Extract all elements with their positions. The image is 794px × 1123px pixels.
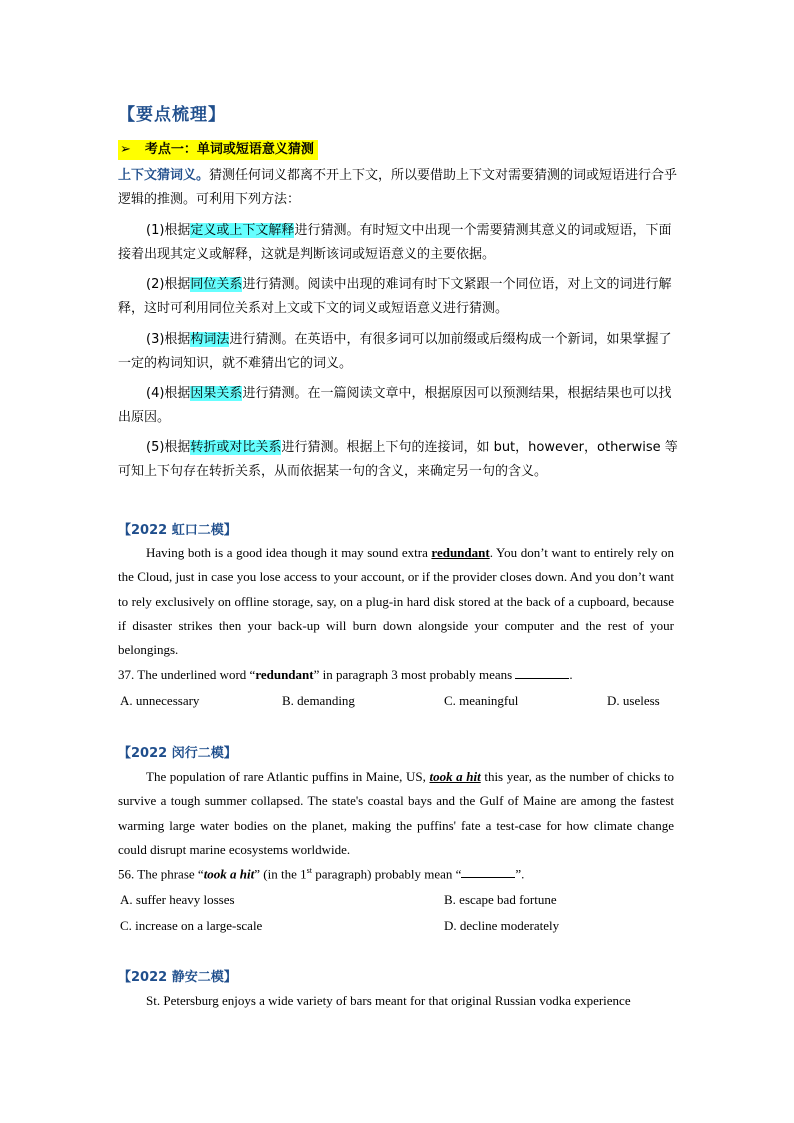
- q56-end: ”.: [515, 866, 525, 882]
- passage-2-key-phrase: took a hit: [429, 769, 481, 784]
- answer-blank[interactable]: [461, 866, 515, 878]
- q56-pre: 56. The phrase “: [118, 866, 204, 882]
- method-1-highlight: 定义或上下文解释: [190, 223, 295, 238]
- question-56: [118, 866, 524, 882]
- q37-key: redundant: [255, 667, 314, 682]
- option-d: D. decline moderately: [444, 918, 560, 933]
- option-a: A. unnecessary: [120, 693, 200, 708]
- method-5: [118, 436, 678, 484]
- option-a: A. suffer heavy losses: [120, 892, 235, 907]
- method-2-highlight: 同位关系: [190, 277, 243, 292]
- method-1: [118, 219, 678, 267]
- passage-2-post: this year, as the number of chicks to survive a tough summer collapsed. The state's coastal bays and the Gulf of Maine are among the fastest warming large water bodies on the planet, making the puffins' fate a test-case for how climate change could disrupt marine ecosystems worldwide.: [118, 769, 674, 857]
- q56-key: took a hit: [203, 866, 255, 882]
- q37-post: ” in paragraph 3 most probably means: [313, 667, 513, 682]
- option-b: B. escape bad fortune: [444, 892, 557, 907]
- method-1-pre: (1)根据: [146, 223, 191, 238]
- method-3-highlight: 构词法: [190, 332, 230, 347]
- passage-1: [118, 541, 674, 662]
- method-2-pre: (2)根据: [146, 277, 191, 292]
- method-2: [118, 273, 678, 321]
- q37-end: .: [569, 667, 573, 682]
- passage-2-pre: The population of rare Atlantic puffins in Maine, US,: [146, 769, 430, 784]
- option-c: C. meaningful: [444, 693, 519, 708]
- method-5-text: 进行猜测。根据上下句的连接词，如 but，however，otherwise 等可知上下句存在转折关系，从而依据某一句的含义，来确定另一句的含义。: [118, 440, 678, 479]
- option-d: D. useless: [607, 693, 660, 708]
- passage-1-post: . You don’t want to entirely rely on the Cloud, just in case you lose access to your account, or if the provider closes down. And you don’t want to rely exclusively on offline storage, say, on a plug-in hard disk stored at the back of a cupboard, because if disaster strikes then your back-up will burn down alongside your computer and the rest of your belongings.: [118, 545, 675, 658]
- question-37: [118, 667, 573, 683]
- arrow-icon: ➢: [120, 142, 131, 157]
- section-title-2: 【2022 闵行二模】: [118, 746, 237, 761]
- kaodian-label: 考点一：单词或短语意义猜测: [144, 142, 314, 157]
- method-4-highlight: 因果关系: [190, 386, 243, 401]
- method-5-highlight: 转折或对比关系: [190, 440, 282, 455]
- passage-3: [118, 989, 674, 1013]
- method-4: [118, 382, 678, 430]
- kaodian-bar: [118, 140, 318, 160]
- q37-pre: 37. The underlined word “: [118, 667, 256, 682]
- method-4-text: 进行猜测。在一篇阅读文章中，根据原因可以预测结果，根据结果也可以找出原因。: [118, 386, 672, 425]
- passage-2: [118, 765, 674, 862]
- method-4-pre: (4)根据: [146, 386, 191, 401]
- method-2-text: 进行猜测。阅读中出现的难词有时下文紧跟一个同位语，对上文的词进行解释，这时可利用同位关系对上文或下文的词义或短语意义进行猜测。: [118, 277, 672, 316]
- passage-1-pre: Having both is a good idea though it may sound extra: [146, 545, 432, 560]
- q56-mid: ” (in the 1: [254, 866, 307, 882]
- section-heading: 【要点梳理】: [118, 105, 226, 125]
- method-3-pre: (3)根据: [146, 332, 191, 347]
- intro-text: 猜测任何词义都离不开上下文，所以要借助上下文对需要猜测的词或短语进行合乎逻辑的推测。可利用下列方法：: [118, 168, 678, 207]
- passage-1-key-word: redundant: [431, 545, 490, 560]
- option-c: C. increase on a large-scale: [120, 918, 263, 933]
- intro-bold: 上下文猜词义。: [118, 168, 210, 183]
- intro-paragraph: [118, 164, 678, 212]
- method-3: [118, 328, 678, 376]
- method-1-text: 进行猜测。有时短文中出现一个需要猜测其意义的词或短语，下面接着出现其定义或解释，这就是判断该词或短语意义的主要依据。: [118, 223, 672, 262]
- passage-3-pre: St. Petersburg enjoys a wide variety of bars meant for that original Russian vodka experience: [146, 993, 631, 1008]
- section-title-3: 【2022 静安二模】: [118, 970, 237, 985]
- answer-blank[interactable]: [515, 667, 569, 679]
- method-5-pre: (5)根据: [146, 440, 191, 455]
- method-3-text: 进行猜测。在英语中，有很多词可以加前缀或后缀构成一个新词，如果掌握了一定的构词知识，就不难猜出它的词义。: [118, 332, 672, 371]
- q56-post: paragraph) probably mean “: [311, 866, 462, 882]
- option-b: B. demanding: [282, 693, 355, 708]
- q56-sup: st: [306, 866, 312, 875]
- section-title-1: 【2022 虹口二模】: [118, 523, 237, 538]
